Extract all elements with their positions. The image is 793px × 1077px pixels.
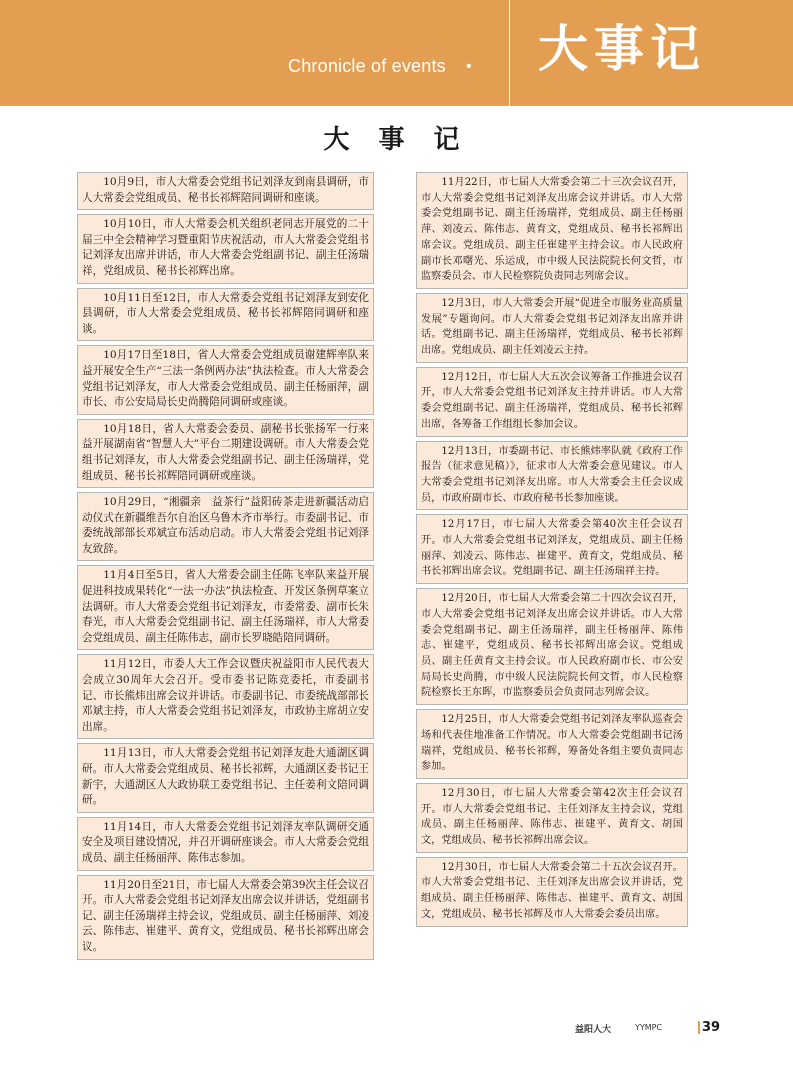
event-entry: 10月29日，“湘疆亲 益茶行”益阳砖茶走进新疆活动启动仪式在新疆维吾尔自治区乌鲁木齐市举行。市委副书记、市委统战部部长邓斌宣布活动启动。市人大常委会党组书记刘泽友致辞。	[77, 492, 374, 561]
header-banner	[0, 0, 793, 106]
title-separator-dot: •	[466, 58, 472, 75]
english-section-title: Chronicle of events	[288, 56, 446, 76]
event-entry: 11月4日至5日，省人大常委会副主任陈飞率队来益开展促进科技成果转化“一法一办法”执法检查、开发区条例草案立法调研。市人大常委会党组书记刘泽友，市委常委、副市长朱春光，市人大常委会党组副书记、副主任汤瑞祥，市人大常委会党组成员、副主任陈伟志，副市长罗晓皓陪同调研。	[77, 565, 374, 650]
page-title: 大 事 记	[323, 125, 470, 155]
event-entry: 12月25日，市人大常委会党组书记刘泽友率队巡查会场和代表住地准备工作情况。市人大常委会党组副书记汤瑞祥，党组成员、秘书长祁辉，筹备处各组主要负责同志参加。	[416, 709, 688, 779]
footer-accent-bar	[698, 1021, 700, 1034]
event-entry: 12月13日，市委副书记、市长熊炜率队就《政府工作报告（征求意见稿）》，征求市人大常委会意见建议。市人大常委会党组书记刘泽友出席。市人大常委会主任会议成员，市政府副市长、市政府秘书长参加座谈。	[416, 441, 688, 511]
header-divider	[509, 0, 510, 106]
footer-brand: 益阳人大	[575, 1025, 612, 1035]
event-entry: 11月14日，市人大常委会党组书记刘泽友率队调研交通安全及项目建设情况，并召开调研座谈会。市人大常委会党组成员、副主任杨丽萍、陈伟志参加。	[77, 817, 374, 871]
chinese-section-title: 大事记	[538, 20, 706, 78]
footer-code: YYMPC	[635, 1023, 663, 1032]
event-entry: 11月20日至21日，市七届人大常委会第39次主任会议召开。市人大常委会党组书记刘泽友出席会议并讲话，党组副书记、副主任汤瑞祥主持会议，党组成员、副主任杨丽萍、刘凌云、陈伟志、崔建平、黄育文，党组成员、秘书长祁辉出席会议。	[77, 875, 374, 960]
event-entry: 10月17日至18日，省人大常委会党组成员谢建辉率队来益开展安全生产“三法一条例两办法”执法检查。市人大常委会党组书记刘泽友，市人大常委会党组成员、副主任杨丽萍，副市长、市公安局局长史尚腾陪同调研或座谈。	[77, 345, 374, 414]
right-column	[416, 172, 688, 931]
event-entry: 10月9日，市人大常委会党组书记刘泽友到南县调研，市人大常委会党组成员、秘书长祁辉陪同调研和座谈。	[77, 172, 374, 210]
event-entry: 11月13日，市人大常委会党组书记刘泽友赴大通湖区调研。市人大常委会党组成员、秘书长祁辉，大通湖区委书记王新宇，大通湖区人大政协联工委党组书记、主任姜利文陪同调研。	[77, 743, 374, 812]
event-entry: 12月30日，市七届人大常委会第42次主任会议召开。市人大常委会党组书记、主任刘泽友主持会议，党组成员、副主任杨丽萍、陈伟志、崔建平、黄育文、胡国文，党组成员、秘书长祁辉出席会议。	[416, 783, 688, 853]
left-column	[77, 172, 374, 964]
page-footer	[567, 1019, 721, 1037]
event-entry: 12月20日，市七届人大常委会第二十四次会议召开，市人大常委会党组书记刘泽友出席会议并讲话。市人大常委会党组副书记、副主任汤瑞祥，副主任杨丽萍、陈伟志、崔建平，党组成员、秘书长祁辉出席会议。党组成员、副主任黄育文主持会议。市人民政府副市长、市公安局局长史尚腾，市中级人民法院院长何文哲，市人民检察院检察长王东晖，市监察委员会负责同志列席会议。	[416, 588, 688, 705]
event-entry: 12月12日，市七届人大五次会议筹备工作推进会议召开，市人大常委会党组书记刘泽友主持并讲话。市人大常委会党组副书记、副主任汤瑞祥，党组成员、秘书长祁辉出席，各筹备工作组组长参加会议。	[416, 367, 688, 437]
event-entry: 11月12日，市委人大工作会议暨庆祝益阳市人民代表大会成立30周年大会召开。受市委书记陈竞委托，市委副书记、市长熊炜出席会议并讲话。市委副书记、市委统战部部长邓斌主持，市人大常委会党组书记刘泽友，市政协主席胡立安出席。	[77, 654, 374, 739]
event-entry: 12月17日，市七届人大常委会第40次主任会议召开。市人大常委会党组书记刘泽友，党组成员、副主任杨丽萍、刘凌云、陈伟志、崔建平、黄育文，党组成员、秘书长祁辉出席会议。党组副书记、副主任汤瑞祥主持。	[416, 514, 688, 584]
event-entry: 12月3日，市人大常委会开展“促进全市服务业高质量发展”专题询问。市人大常委会党组书记刘泽友出席并讲话。党组副书记、副主任汤瑞祥，党组成员、秘书长祁辉出席。党组成员、副主任刘凌云主持。	[416, 293, 688, 363]
event-entry: 10月11日至12日，市人大常委会党组书记刘泽友到安化县调研，市人大常委会党组成员、秘书长祁辉陪同调研和座谈。	[77, 288, 374, 342]
event-entry: 10月18日，省人大常委会委员、副秘书长张扬军一行来益开展湖南省“智慧人大”平台二期建设调研。市人大常委会党组书记刘泽友，市人大常委会党组副书记、副主任汤瑞祥，党组成员、秘书长祁辉陪同调研或座谈。	[77, 419, 374, 488]
event-entry: 11月22日，市七届人大常委会第二十三次会议召开，市人大常委会党组书记刘泽友出席会议并讲话。市人大常委会党组副书记、副主任汤瑞祥，党组成员、副主任杨丽萍、刘凌云、陈伟志、黄育文，党组成员、秘书长祁辉出席会议。党组成员、副主任崔建平主持会议。市人民政府副市长邓曙光、乐运成，市中级人民法院院长何文哲，市监察委员会、市人民检察院负责同志列席会议。	[416, 172, 688, 289]
page-number: 39	[702, 1020, 721, 1035]
event-entry: 10月10日，市人大常委会机关组织老同志开展党的二十届三中全会精神学习暨重阳节庆祝活动，市人大常委会党组书记刘泽友出席并讲话，市人大常委会党组副书记、副主任汤瑞祥，党组成员、秘书长祁辉出席。	[77, 214, 374, 283]
event-entry: 12月30日，市七届人大常委会第二十五次会议召开。市人大常委会党组书记、主任刘泽友出席会议并讲话，党组成员、副主任杨丽萍、陈伟志、崔建平、黄育文、胡国文，党组成员、秘书长祁辉及市人大常委会委员出席。	[416, 857, 688, 927]
